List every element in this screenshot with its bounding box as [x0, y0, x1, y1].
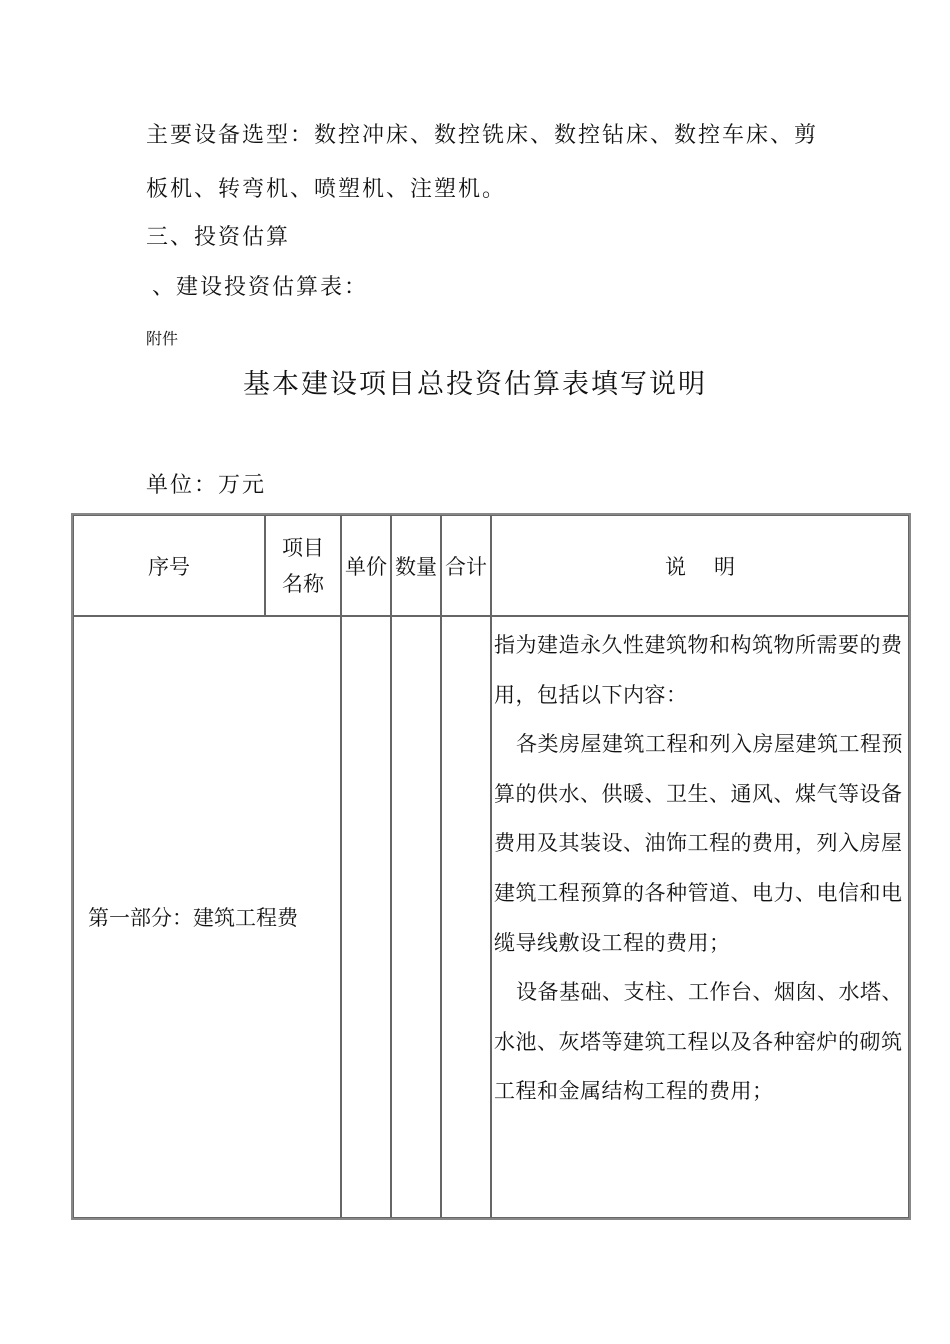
- section-heading: 三、投资估算: [146, 225, 291, 250]
- header-item-name-line-2: 名称: [282, 571, 324, 596]
- cell-unit-price: [341, 616, 391, 1218]
- header-item-name: [265, 515, 341, 616]
- part-one-label: 第一部分：建筑工程费: [73, 616, 341, 1218]
- equipment-paragraph-line-1: 主要设备选型：数控冲床、数控铣床、数控钻床、数控车床、剪: [146, 123, 819, 148]
- header-unit-price: 单价: [341, 515, 391, 616]
- table-row: [73, 616, 909, 1218]
- attachment-label: 附件: [146, 329, 179, 348]
- description-paragraph-2: 各类房屋建筑工程和列入房屋建筑工程预算的供水、供暖、卫生、通风、煤气等设备费用及其装设、油饰工程的费用，列入房屋建筑工程预算的各种管道、电力、电信和电缆导线敷设工程的费用；: [494, 732, 903, 955]
- cell-total: [441, 616, 491, 1218]
- header-total: 合计: [441, 515, 491, 616]
- document-title: 基本建设项目总投资估算表填写说明: [243, 369, 707, 400]
- header-item-name-line-1: 项目: [282, 535, 324, 560]
- header-explanation: 说明: [491, 515, 909, 616]
- table-header-row: [73, 515, 909, 616]
- subsection-heading: 、建设投资估算表：: [152, 275, 369, 300]
- equipment-paragraph-line-2: 板机、转弯机、喷塑机、注塑机。: [146, 177, 507, 202]
- cell-quantity: [391, 616, 441, 1218]
- description-paragraph-1: 指为建造永久性建筑物和构筑物所需要的费用，包括以下内容：: [494, 633, 903, 707]
- unit-label: 单位：万元: [146, 473, 267, 498]
- header-seq: 序号: [73, 515, 265, 616]
- cell-explanation: [491, 616, 909, 1218]
- description-paragraph-3: 设备基础、支柱、工作台、烟囱、水塔、水池、灰塔等建筑工程以及各种窑炉的砌筑工程和金属结构工程的费用；: [494, 980, 903, 1104]
- investment-estimate-table: [71, 513, 911, 1220]
- header-quantity: 数量: [391, 515, 441, 616]
